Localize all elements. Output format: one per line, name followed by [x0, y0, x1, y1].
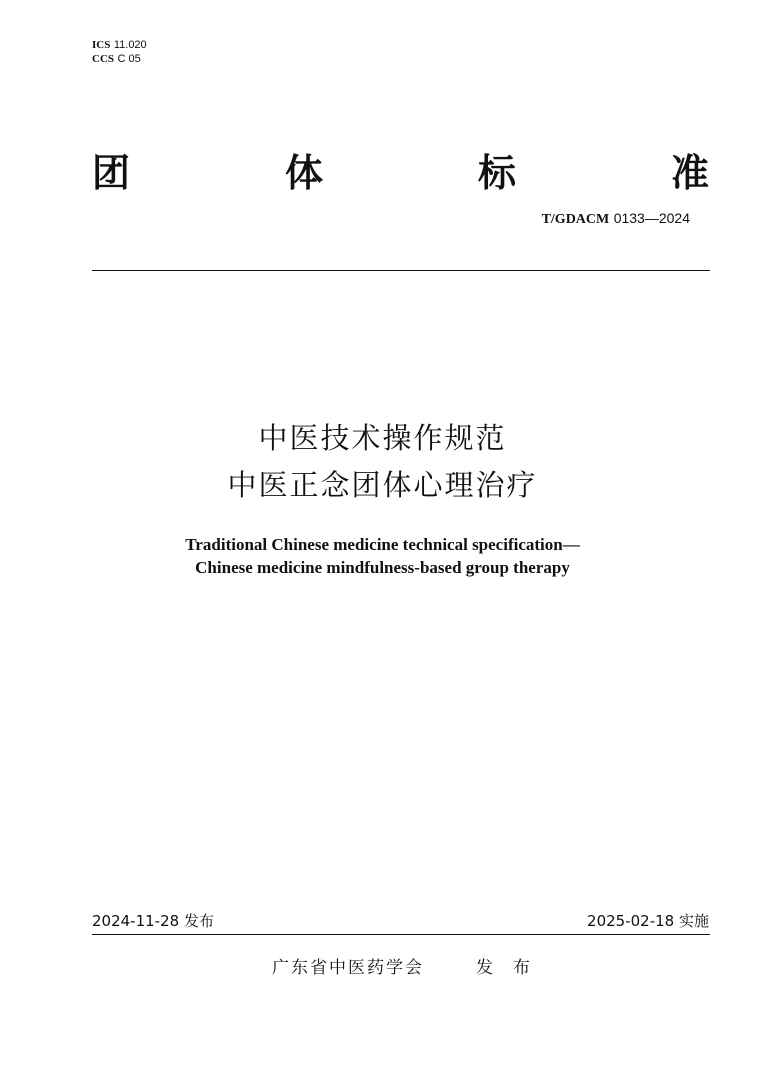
bottom-divider [92, 934, 710, 935]
standard-type-char: 体 [284, 151, 323, 195]
standard-number-value: 0133—2024 [613, 210, 690, 226]
standard-type-char: 团 [92, 151, 131, 195]
ccs-code [92, 52, 147, 66]
ccs-value: C 05 [117, 53, 141, 65]
standard-type-heading [92, 148, 709, 198]
ccs-label: CCS [92, 53, 115, 65]
english-title-line-2: Chinese medicine mindfulness-based group therapy [195, 558, 570, 577]
ics-label: ICS [92, 39, 111, 51]
top-divider [92, 270, 710, 271]
issue-label [476, 956, 530, 980]
classification-codes [92, 38, 147, 66]
issue-char: 布 [513, 958, 530, 978]
standard-type-char: 准 [670, 151, 709, 195]
implementation-date: 2025-02-18 实施 [587, 912, 709, 930]
standard-type-char: 标 [477, 151, 516, 195]
ics-code [92, 38, 147, 52]
standard-number-prefix: T/GDACM [541, 212, 610, 227]
release-date: 2024-11-28 发布 [92, 912, 214, 930]
chinese-title-line-2: 中医正念团体心理治疗 [227, 468, 538, 502]
chinese-title-line-1: 中医技术操作规范 [258, 421, 507, 455]
issue-char: 发 [476, 958, 493, 978]
ics-value: 11.020 [113, 39, 147, 51]
standard-number [542, 210, 690, 228]
publisher-name: 广东省中医药学会 [272, 958, 424, 978]
english-title-line-1: Traditional Chinese medicine technical specification— [185, 535, 580, 554]
